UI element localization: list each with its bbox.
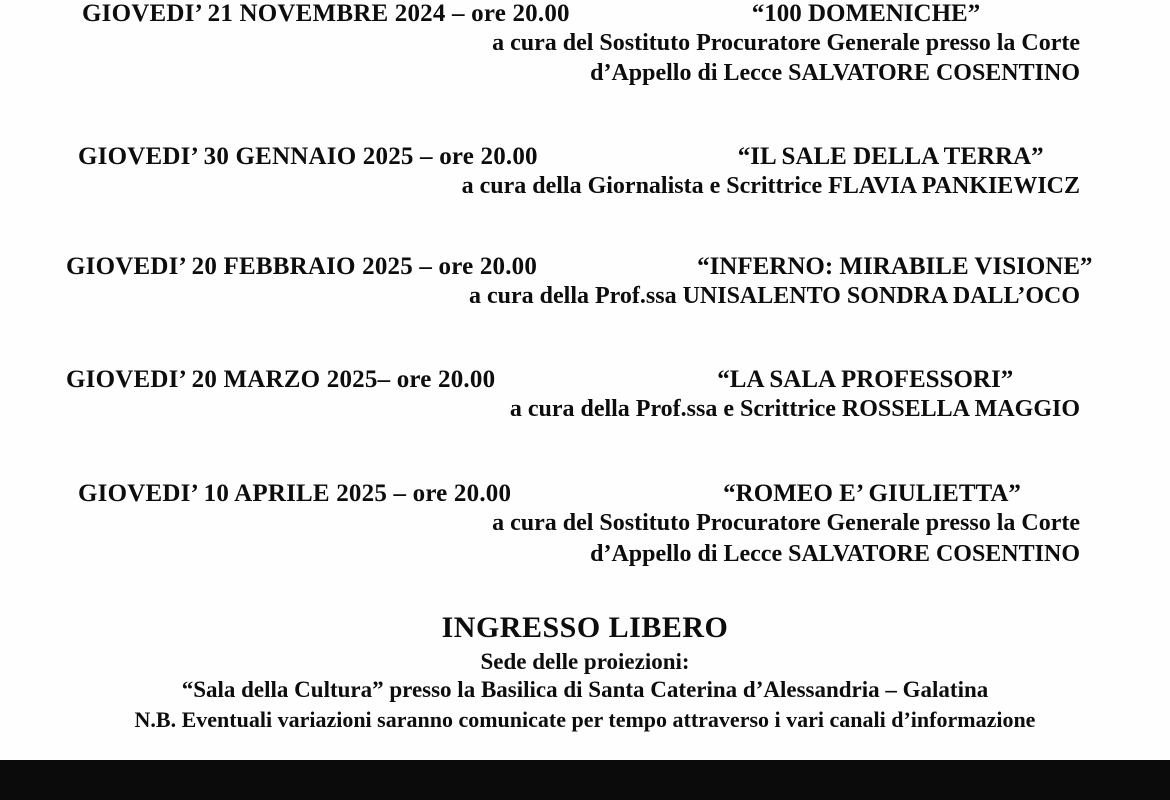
schedule-entry-date: GIOVEDI’ 20 FEBBRAIO 2025 – ore 20.00	[66, 253, 538, 281]
venue-label: Sede delle proiezioni:	[480, 649, 690, 675]
schedule-entry-header	[30, 480, 1140, 508]
schedule-entry-credit	[30, 28, 1140, 89]
schedule-entry-credit	[30, 508, 1140, 569]
credit-line: a cura del Sostituto Procuratore Generale presso la Corte	[492, 510, 1080, 537]
admission-notice: INGRESSO LIBERO	[441, 611, 729, 645]
credit-line: d’Appello di Lecce SALVATORE COSENTINO	[590, 60, 1080, 87]
schedule-entry	[30, 480, 1140, 569]
schedule-change-note: N.B. Eventuali variazioni saranno comunicate per tempo attraverso i vari canali d’informazione	[134, 707, 1036, 733]
bottom-bar	[0, 760, 1170, 800]
schedule-entry-header	[30, 0, 1140, 28]
credit-line: a cura della Giornalista e Scrittrice FLAVIA PANKIEWICZ	[461, 172, 1080, 199]
schedule-entry-date: GIOVEDI’ 30 GENNAIO 2025 – ore 20.00	[78, 142, 538, 170]
schedule-entry	[30, 143, 1140, 201]
schedule-entry-date: GIOVEDI’ 10 APRILE 2025 – ore 20.00	[78, 480, 512, 508]
schedule-entry-date: GIOVEDI’ 20 MARZO 2025– ore 20.00	[66, 365, 496, 393]
schedule-entry-title: “100 DOMENICHE”	[751, 0, 981, 27]
schedule-entry-header	[30, 253, 1140, 281]
poster-footer	[0, 611, 1170, 733]
credit-line: a cura della Prof.ssa e Scrittrice ROSSELLA MAGGIO	[509, 395, 1080, 422]
schedule-entry	[30, 0, 1140, 89]
credit-line: a cura del Sostituto Procuratore Generale presso la Corte	[492, 30, 1080, 56]
venue-address: “Sala della Cultura” presso la Basilica di Santa Caterina d’Alessandria – Galatina	[181, 677, 989, 703]
schedule-entry-title: “IL SALE DELLA TERRA”	[737, 142, 1044, 170]
schedule-entry-date: GIOVEDI’ 21 NOVEMBRE 2024 – ore 20.00	[82, 0, 570, 27]
schedule-entry	[30, 366, 1140, 424]
schedule-entry-credit	[30, 394, 1140, 424]
schedule-entry-title: “LA SALA PROFESSORI”	[717, 365, 1014, 393]
schedule-entry-title: “ROMEO E’ GIULIETTA”	[723, 480, 1021, 508]
schedule-entry-credit	[30, 171, 1140, 201]
schedule-entry	[30, 253, 1140, 311]
credit-line: d’Appello di Lecce SALVATORE COSENTINO	[590, 540, 1080, 567]
schedule-entry-credit	[30, 281, 1140, 311]
schedule-entry-header	[30, 143, 1140, 171]
credit-line: a cura della Prof.ssa UNISALENTO SONDRA DALL’OCO	[469, 283, 1080, 310]
schedule-entry-title: “INFERNO: MIRABILE VISIONE”	[697, 253, 1093, 281]
schedule-entry-header	[30, 366, 1140, 394]
